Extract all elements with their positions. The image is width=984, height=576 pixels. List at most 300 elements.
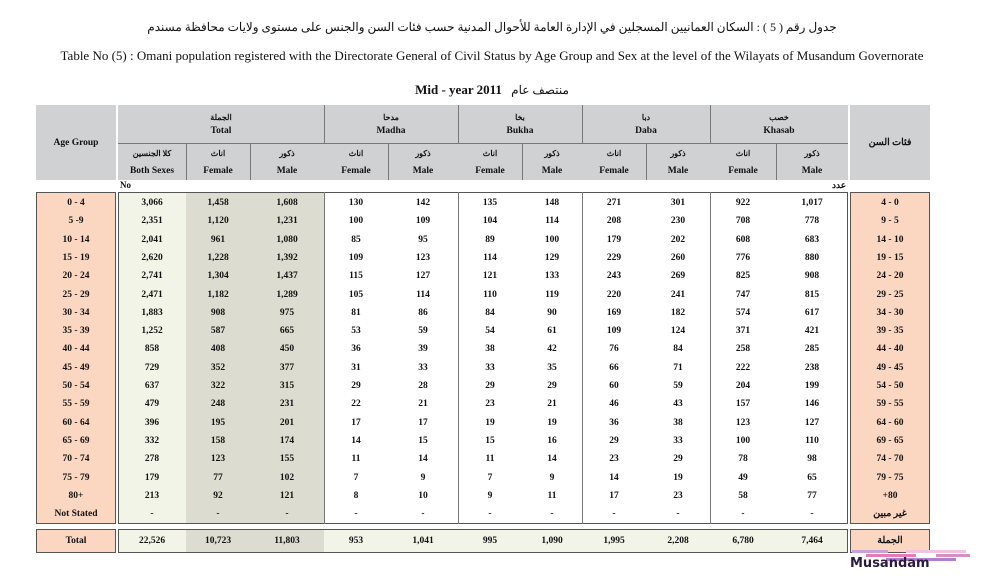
value-cell: 109 bbox=[348, 252, 364, 263]
value-cell: 975 bbox=[279, 307, 295, 318]
value-cell: 60 bbox=[609, 381, 619, 391]
value-cell: 104 bbox=[482, 216, 498, 227]
age-cell: 65 - 69 bbox=[62, 435, 90, 446]
age-cell-ar: 79 - 75 bbox=[876, 472, 904, 483]
age-cell-ar: 74 - 70 bbox=[876, 454, 904, 465]
value-cell: 23 bbox=[673, 490, 683, 501]
value-cell: 2,741 bbox=[141, 271, 163, 282]
value-cell: 148 bbox=[544, 198, 560, 208]
sub-header-en: Female bbox=[599, 165, 629, 176]
value-cell: 922 bbox=[735, 198, 751, 208]
value-cell: 100 bbox=[544, 234, 560, 245]
sub-header-2 bbox=[250, 144, 324, 180]
value-cell: 36 bbox=[351, 344, 361, 355]
value-cell: 59 bbox=[418, 326, 428, 337]
value-cell: 123 bbox=[210, 454, 226, 465]
value-cell: 778 bbox=[804, 216, 820, 227]
age-cell-ar: غير مبين bbox=[873, 509, 907, 520]
value-cell: 222 bbox=[735, 362, 751, 373]
value-cell: 248 bbox=[210, 399, 226, 410]
age-cell-ar: 4 - 0 bbox=[881, 198, 899, 208]
sub-header-en: Female bbox=[203, 165, 233, 176]
value-cell: 19 bbox=[547, 417, 557, 428]
value-cell: 15 bbox=[485, 435, 495, 446]
value-cell: 90 bbox=[547, 307, 557, 318]
value-cell: 133 bbox=[544, 271, 560, 282]
value-cell: 123 bbox=[415, 252, 431, 263]
value-cell: 15 bbox=[418, 435, 428, 446]
value-cell: 269 bbox=[670, 271, 686, 282]
value-cell: 38 bbox=[673, 417, 683, 428]
value-cell: 1,228 bbox=[207, 252, 229, 263]
value-cell: 574 bbox=[735, 307, 751, 318]
value-cell: 202 bbox=[670, 234, 686, 245]
value-cell: 115 bbox=[349, 271, 363, 282]
sub-header-5 bbox=[458, 144, 522, 180]
age-cell-ar: 39 - 35 bbox=[876, 326, 904, 337]
value-cell: 31 bbox=[351, 362, 361, 373]
value-cell: 95 bbox=[418, 234, 428, 245]
value-cell: 815 bbox=[804, 289, 820, 300]
value-cell: 608 bbox=[735, 234, 751, 245]
sub-header-10 bbox=[776, 144, 848, 180]
value-cell: - bbox=[550, 509, 554, 520]
value-cell: 9 bbox=[487, 490, 493, 501]
total-cell: 6,780 bbox=[732, 536, 754, 546]
value-cell: 86 bbox=[418, 307, 428, 318]
value-cell: 450 bbox=[279, 344, 295, 355]
total-cell: 1,041 bbox=[412, 536, 434, 546]
value-cell: 587 bbox=[210, 326, 226, 337]
value-cell: - bbox=[150, 509, 154, 520]
value-cell: 98 bbox=[807, 454, 817, 465]
value-cell: 776 bbox=[735, 252, 751, 263]
group-header-en: Bukha bbox=[506, 125, 534, 136]
value-cell: 1,458 bbox=[207, 198, 229, 208]
value-cell: 14 bbox=[609, 472, 619, 483]
total-cell: 953 bbox=[348, 536, 364, 546]
value-cell: 271 bbox=[606, 198, 622, 208]
age-cell: 10 - 14 bbox=[62, 234, 90, 245]
value-cell: 1,080 bbox=[276, 234, 298, 245]
value-cell: 396 bbox=[144, 417, 160, 428]
title-arabic: جدول رقم ( 5 ) : السكان العمانيين المسجلين في الإدارة العامة للأحوال المدنية حسب فئات السن والجنس على مستوى ولايات محافظة مسندم bbox=[147, 20, 837, 34]
value-cell: 201 bbox=[279, 417, 295, 428]
age-cell: Not Stated bbox=[54, 509, 98, 520]
value-cell: 77 bbox=[807, 490, 817, 501]
value-cell: 479 bbox=[144, 399, 160, 410]
value-cell: 29 bbox=[673, 454, 683, 465]
age-cell-ar: 59 - 55 bbox=[876, 399, 904, 410]
value-cell: 100 bbox=[735, 435, 751, 446]
sub-header-en: Female bbox=[728, 165, 758, 176]
value-cell: 158 bbox=[210, 435, 226, 446]
value-cell: 315 bbox=[279, 381, 295, 391]
value-cell: - bbox=[216, 509, 220, 520]
age-cell-ar: 44 - 40 bbox=[876, 344, 904, 355]
age-cell-ar: 19 - 15 bbox=[876, 252, 904, 263]
age-cell-ar: 69 - 65 bbox=[876, 435, 904, 446]
age-cell-ar: 54 - 50 bbox=[876, 381, 904, 391]
age-cell: 30 - 34 bbox=[62, 307, 90, 318]
sub-header-0 bbox=[118, 144, 186, 180]
value-cell: 195 bbox=[210, 417, 226, 428]
value-cell: 1,017 bbox=[801, 198, 823, 208]
value-cell: 28 bbox=[418, 381, 428, 391]
age-cell: 50 - 54 bbox=[62, 381, 90, 391]
value-cell: - bbox=[488, 509, 492, 520]
age-cell: 55 - 59 bbox=[62, 399, 90, 410]
value-cell: 208 bbox=[606, 216, 622, 227]
sub-header-ar: اناث bbox=[606, 148, 622, 158]
group-header-bukha bbox=[458, 105, 582, 143]
value-cell: 33 bbox=[485, 362, 495, 373]
total-cell: 22,526 bbox=[138, 536, 166, 546]
age-cell: 35 - 39 bbox=[62, 326, 90, 337]
value-cell: 119 bbox=[545, 289, 559, 300]
age-cell-ar: 34 - 30 bbox=[876, 307, 904, 318]
value-cell: 880 bbox=[804, 252, 820, 263]
value-cell: 858 bbox=[144, 344, 160, 355]
sub-header-en: Female bbox=[475, 165, 505, 176]
value-cell: 77 bbox=[213, 472, 223, 483]
value-cell: 78 bbox=[738, 454, 748, 465]
value-cell: 1,252 bbox=[141, 326, 163, 337]
sub-header-en: Male bbox=[541, 165, 563, 176]
value-cell: 1,231 bbox=[276, 216, 298, 227]
value-cell: 59 bbox=[673, 381, 683, 391]
value-cell: 708 bbox=[735, 216, 751, 227]
age-cell: 0 - 4 bbox=[67, 198, 85, 208]
value-cell: 121 bbox=[279, 490, 295, 501]
value-cell: 961 bbox=[210, 234, 226, 245]
value-cell: 17 bbox=[351, 417, 361, 428]
sub-header-9 bbox=[710, 144, 776, 180]
value-cell: 89 bbox=[485, 234, 495, 245]
value-cell: 114 bbox=[545, 216, 559, 227]
value-cell: 49 bbox=[738, 472, 748, 483]
value-cell: 3,066 bbox=[141, 198, 163, 208]
value-cell: 14 bbox=[351, 435, 361, 446]
age-cell: 70 - 74 bbox=[62, 454, 90, 465]
sub-header-ar: اناث bbox=[482, 148, 498, 158]
total-cell: 11,803 bbox=[274, 536, 300, 546]
value-cell: 231 bbox=[279, 399, 295, 410]
sub-header-3 bbox=[324, 144, 388, 180]
value-cell: 825 bbox=[735, 271, 751, 282]
value-cell: 76 bbox=[609, 344, 619, 355]
age-cell-ar: +80 bbox=[882, 490, 898, 501]
value-cell: 29 bbox=[485, 381, 495, 391]
sub-header-ar: كلا الجنسين bbox=[132, 148, 172, 158]
value-cell: 14 bbox=[418, 454, 428, 465]
value-cell: 1,120 bbox=[207, 216, 229, 227]
value-cell: 85 bbox=[351, 234, 361, 245]
value-cell: 39 bbox=[418, 344, 428, 355]
value-cell: 33 bbox=[418, 362, 428, 373]
value-cell: 7 bbox=[487, 472, 493, 483]
total-cell: 1,995 bbox=[603, 536, 625, 546]
value-cell: 110 bbox=[483, 289, 497, 300]
value-cell: 241 bbox=[670, 289, 686, 300]
sub-header-ar: ذكور bbox=[544, 148, 560, 158]
value-cell: 35 bbox=[547, 362, 557, 373]
value-cell: 9 bbox=[549, 472, 555, 483]
value-cell: 17 bbox=[418, 417, 428, 428]
value-cell: 2,620 bbox=[141, 252, 163, 263]
group-header-en: Madha bbox=[376, 125, 406, 136]
sub-header-en: Both Sexes bbox=[129, 165, 175, 176]
value-cell: 23 bbox=[609, 454, 619, 465]
age-cell-ar: 29 - 25 bbox=[876, 289, 904, 300]
value-cell: 179 bbox=[606, 234, 622, 245]
total-cell: 7,464 bbox=[801, 536, 823, 546]
value-cell: 100 bbox=[348, 216, 364, 227]
value-cell: 123 bbox=[735, 417, 751, 428]
value-cell: 1,883 bbox=[141, 307, 163, 318]
value-cell: 230 bbox=[670, 216, 686, 227]
value-cell: 8 bbox=[353, 490, 359, 501]
value-cell: 146 bbox=[804, 399, 820, 410]
value-cell: 683 bbox=[804, 234, 820, 245]
value-cell: 29 bbox=[609, 435, 619, 446]
value-cell: 637 bbox=[144, 381, 160, 391]
value-cell: 114 bbox=[483, 252, 497, 263]
value-cell: 92 bbox=[213, 490, 223, 501]
sub-header-en: Male bbox=[801, 165, 823, 176]
value-cell: 124 bbox=[670, 326, 686, 337]
value-cell: 127 bbox=[804, 417, 820, 428]
value-cell: 1,392 bbox=[276, 252, 298, 263]
sub-header-6 bbox=[522, 144, 582, 180]
value-cell: 182 bbox=[670, 307, 686, 318]
value-cell: 332 bbox=[144, 435, 160, 446]
value-cell: 53 bbox=[351, 326, 361, 337]
group-header-ar: دبا bbox=[641, 112, 651, 122]
sub-header-ar: اناث bbox=[735, 148, 751, 158]
value-cell: 213 bbox=[144, 490, 160, 501]
value-cell: 7 bbox=[353, 472, 359, 483]
value-cell: 2,471 bbox=[141, 289, 163, 300]
total-cell: 2,208 bbox=[667, 536, 689, 546]
value-cell: 352 bbox=[210, 362, 226, 373]
no-label: No bbox=[120, 180, 131, 190]
value-cell: 84 bbox=[673, 344, 683, 355]
value-cell: 16 bbox=[547, 435, 557, 446]
value-cell: 36 bbox=[609, 417, 619, 428]
value-cell: - bbox=[285, 509, 289, 520]
value-cell: 10 bbox=[418, 490, 428, 501]
age-group-header: Age Group bbox=[36, 105, 116, 180]
value-cell: 114 bbox=[416, 289, 430, 300]
value-cell: 322 bbox=[210, 381, 226, 391]
value-cell: 71 bbox=[673, 362, 683, 373]
value-cell: 109 bbox=[606, 326, 622, 337]
mid-year-label bbox=[0, 82, 984, 98]
total-cell: 1,090 bbox=[541, 536, 563, 546]
sub-header-ar: ذكور bbox=[415, 148, 431, 158]
value-cell: 110 bbox=[805, 435, 819, 446]
value-cell: 1,608 bbox=[276, 198, 298, 208]
value-cell: 42 bbox=[547, 344, 557, 355]
value-cell: 66 bbox=[609, 362, 619, 373]
value-cell: 29 bbox=[547, 381, 557, 391]
total-cell: 10,723 bbox=[204, 536, 232, 546]
value-cell: 61 bbox=[547, 326, 557, 337]
value-cell: 127 bbox=[415, 271, 431, 282]
value-cell: 105 bbox=[348, 289, 364, 300]
value-cell: 155 bbox=[279, 454, 295, 465]
age-cell-ar: 9 - 5 bbox=[881, 216, 899, 227]
value-cell: 58 bbox=[738, 490, 748, 501]
value-cell: - bbox=[612, 509, 616, 520]
total-label-ar: الجملة bbox=[877, 536, 903, 546]
value-cell: 199 bbox=[804, 381, 820, 391]
group-header-ar: الجملة bbox=[210, 112, 232, 122]
age-cell: 60 - 64 bbox=[62, 417, 90, 428]
sub-header-4 bbox=[388, 144, 458, 180]
title-english: Table No (5) : Omani population registered with the Directorate General of Civil Status by Age Group and Sex at the level of the Wilayats of Musandum Governorate bbox=[60, 48, 924, 63]
value-cell: 130 bbox=[348, 198, 364, 208]
value-cell: 65 bbox=[807, 472, 817, 483]
age-cell-ar: 14 - 10 bbox=[876, 234, 904, 245]
age-cell-ar: 64 - 60 bbox=[876, 417, 904, 428]
sub-header-1 bbox=[186, 144, 250, 180]
value-cell: 179 bbox=[144, 472, 160, 483]
value-cell: 84 bbox=[485, 307, 495, 318]
value-cell: 33 bbox=[673, 435, 683, 446]
age-group-header-ar: فئات السن bbox=[850, 105, 930, 180]
value-cell: 665 bbox=[279, 326, 295, 337]
value-cell: 278 bbox=[144, 454, 160, 465]
value-cell: 38 bbox=[485, 344, 495, 355]
value-cell: 11 bbox=[485, 454, 495, 465]
age-cell-ar: 49 - 45 bbox=[876, 362, 904, 373]
value-cell: 157 bbox=[735, 399, 751, 410]
value-cell: 204 bbox=[735, 381, 751, 391]
group-header-ar: مدحا bbox=[383, 112, 399, 122]
value-cell: 908 bbox=[210, 307, 226, 318]
value-cell: 81 bbox=[351, 307, 361, 318]
watermark-text: Musandam bbox=[850, 556, 930, 571]
age-cell: 25 - 29 bbox=[62, 289, 90, 300]
sub-header-en: Male bbox=[276, 165, 298, 176]
value-cell: - bbox=[354, 509, 358, 520]
value-cell: 1,289 bbox=[276, 289, 298, 300]
group-header-en: Total bbox=[210, 125, 232, 136]
value-cell: 11 bbox=[351, 454, 361, 465]
group-header-khasab bbox=[710, 105, 848, 143]
group-header-madha bbox=[324, 105, 458, 143]
sub-header-ar: ذكور bbox=[670, 148, 686, 158]
value-cell: 54 bbox=[485, 326, 495, 337]
value-cell: 301 bbox=[670, 198, 686, 208]
value-cell: 2,041 bbox=[141, 234, 163, 245]
mid-year-ar: منتصف عام bbox=[511, 83, 569, 97]
value-cell: 142 bbox=[415, 198, 431, 208]
value-cell: 377 bbox=[279, 362, 295, 373]
value-cell: 243 bbox=[606, 271, 622, 282]
value-cell: 421 bbox=[804, 326, 820, 337]
value-cell: 220 bbox=[606, 289, 622, 300]
group-header-en: Daba bbox=[635, 125, 657, 136]
value-cell: 908 bbox=[804, 271, 820, 282]
sub-header-ar: اناث bbox=[210, 148, 226, 158]
value-cell: 17 bbox=[609, 490, 619, 501]
group-header-en: Khasab bbox=[763, 125, 795, 136]
value-cell: - bbox=[810, 509, 814, 520]
value-cell: 2,351 bbox=[141, 216, 163, 227]
sub-header-en: Female bbox=[341, 165, 371, 176]
adad-label: عدد bbox=[832, 180, 847, 190]
value-cell: 121 bbox=[482, 271, 498, 282]
value-cell: 109 bbox=[415, 216, 431, 227]
age-cell: 80+ bbox=[68, 490, 84, 501]
value-cell: 229 bbox=[606, 252, 622, 263]
value-cell: 408 bbox=[210, 344, 226, 355]
total-label: Total bbox=[65, 536, 87, 546]
age-cell: 45 - 49 bbox=[62, 362, 90, 373]
group-header-daba bbox=[582, 105, 710, 143]
value-cell: 238 bbox=[804, 362, 820, 373]
value-cell: - bbox=[741, 509, 745, 520]
value-cell: 729 bbox=[144, 362, 160, 373]
group-header-ar: خصب bbox=[769, 112, 789, 122]
sub-header-ar: ذكور bbox=[279, 148, 295, 158]
sub-header-ar: اناث bbox=[348, 148, 364, 158]
value-cell: 102 bbox=[279, 472, 295, 483]
value-cell: 1,304 bbox=[207, 271, 229, 282]
value-cell: 169 bbox=[606, 307, 622, 318]
value-cell: 11 bbox=[547, 490, 557, 501]
value-cell: 1,437 bbox=[276, 271, 298, 282]
age-cell: 75 - 79 bbox=[62, 472, 90, 483]
sub-header-8 bbox=[646, 144, 710, 180]
value-cell: 14 bbox=[547, 454, 557, 465]
group-header-ar: بخا bbox=[515, 112, 525, 122]
value-cell: 747 bbox=[735, 289, 751, 300]
mid-year-en: Mid - year 2011 bbox=[415, 82, 502, 97]
value-cell: 260 bbox=[670, 252, 686, 263]
age-cell: 5 -9 bbox=[68, 216, 84, 227]
value-cell: 258 bbox=[735, 344, 751, 355]
value-cell: - bbox=[676, 509, 680, 520]
total-cell: 995 bbox=[482, 536, 498, 546]
value-cell: 617 bbox=[804, 307, 820, 318]
age-cell-ar: 24 - 20 bbox=[876, 271, 904, 282]
value-cell: 46 bbox=[609, 399, 619, 410]
age-cell: 40 - 44 bbox=[62, 344, 90, 355]
value-cell: 29 bbox=[351, 381, 361, 391]
value-cell: 129 bbox=[544, 252, 560, 263]
group-header-total bbox=[118, 105, 324, 143]
sub-header-7 bbox=[582, 144, 646, 180]
value-cell: 19 bbox=[485, 417, 495, 428]
age-cell: 20 - 24 bbox=[62, 271, 90, 282]
value-cell: 174 bbox=[279, 435, 295, 446]
sub-header-en: Male bbox=[667, 165, 689, 176]
age-cell: 15 - 19 bbox=[62, 252, 90, 263]
value-cell: - bbox=[421, 509, 425, 520]
value-cell: 1,182 bbox=[207, 289, 229, 300]
value-cell: 135 bbox=[482, 198, 498, 208]
value-cell: 21 bbox=[418, 399, 428, 410]
value-cell: 19 bbox=[673, 472, 683, 483]
sub-header-ar: ذكور bbox=[804, 148, 820, 158]
value-cell: 285 bbox=[804, 344, 820, 355]
value-cell: 23 bbox=[485, 399, 495, 410]
value-cell: 9 bbox=[420, 472, 426, 483]
